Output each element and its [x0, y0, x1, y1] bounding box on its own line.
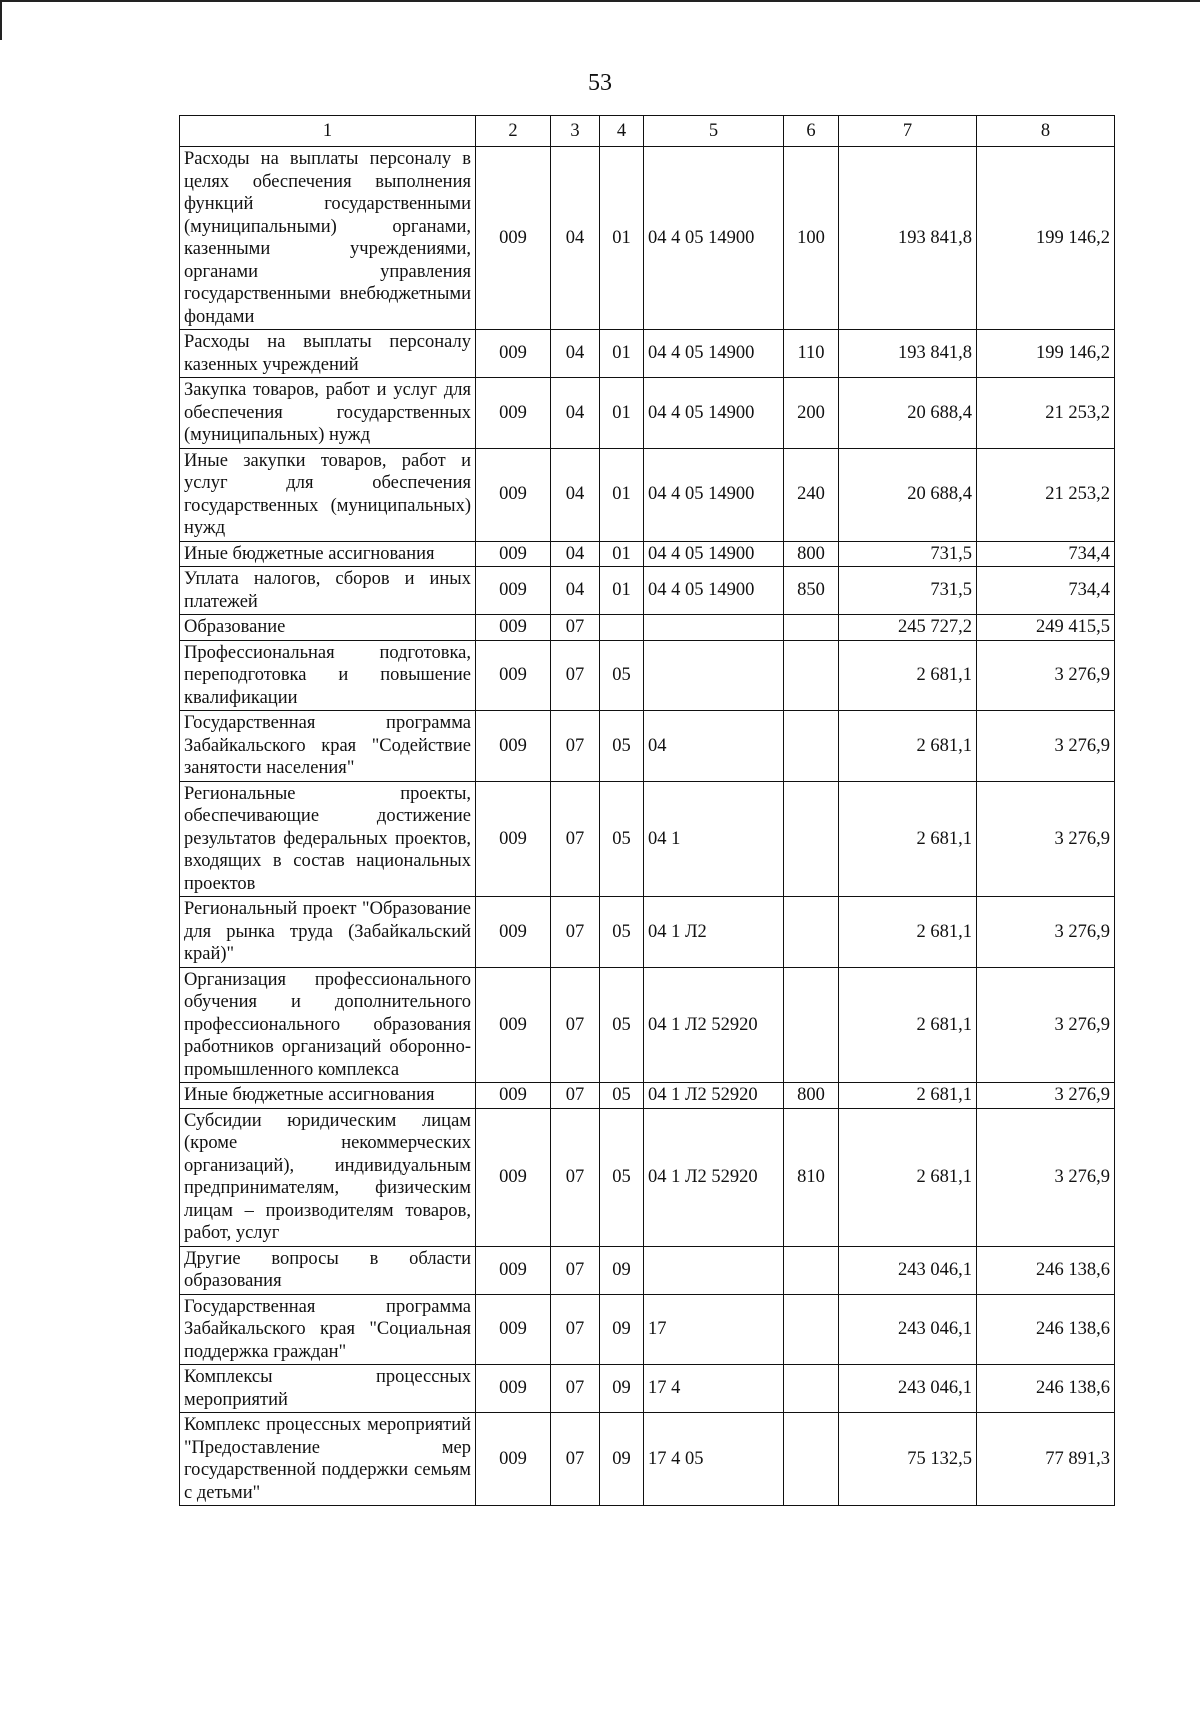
table-row — [180, 448, 1115, 541]
target-article-cell: 04 4 05 14900 — [644, 378, 784, 449]
expense-name-cell: Субсидии юридическим лицам (кроме некоммерческих организаций), индивидуальным предпринимателям, физическим лицам – производителям товаров, работ, услуг — [180, 1108, 476, 1246]
amount-year1-cell: 731,5 — [839, 541, 977, 567]
table-row — [180, 147, 1115, 330]
subsection-code-cell: 09 — [600, 1294, 644, 1365]
header-cell: 7 — [839, 116, 977, 147]
section-code-cell: 04 — [551, 378, 600, 449]
admin-code-cell: 009 — [476, 1246, 551, 1294]
expense-name-cell: Образование — [180, 615, 476, 641]
header-cell: 3 — [551, 116, 600, 147]
section-code-cell: 07 — [551, 615, 600, 641]
amount-year2-cell: 3 276,9 — [977, 1083, 1115, 1109]
amount-year1-cell: 2 681,1 — [839, 640, 977, 711]
amount-year1-cell: 731,5 — [839, 567, 977, 615]
target-article-cell: 04 1 Л2 52920 — [644, 1083, 784, 1109]
amount-year1-cell: 2 681,1 — [839, 781, 977, 897]
expense-type-cell — [784, 640, 839, 711]
expense-type-cell — [784, 1246, 839, 1294]
admin-code-cell: 009 — [476, 330, 551, 378]
table-row — [180, 1083, 1115, 1109]
expense-type-cell — [784, 615, 839, 641]
table-row — [180, 1108, 1115, 1246]
amount-year1-cell: 2 681,1 — [839, 897, 977, 968]
expense-type-cell: 100 — [784, 147, 839, 330]
subsection-code-cell: 01 — [600, 567, 644, 615]
page-number: 53 — [588, 70, 612, 96]
amount-year2-cell: 3 276,9 — [977, 640, 1115, 711]
amount-year2-cell: 246 138,6 — [977, 1246, 1115, 1294]
amount-year2-cell: 199 146,2 — [977, 330, 1115, 378]
expense-name-cell: Организация профессионального обучения и дополнительного профессионального образования работников организаций оборонно-промышленного комплекса — [180, 967, 476, 1083]
expense-type-cell — [784, 781, 839, 897]
amount-year1-cell: 2 681,1 — [839, 1108, 977, 1246]
amount-year2-cell: 21 253,2 — [977, 448, 1115, 541]
expense-type-cell: 850 — [784, 567, 839, 615]
subsection-code-cell: 09 — [600, 1365, 644, 1413]
target-article-cell: 04 1 Л2 — [644, 897, 784, 968]
amount-year2-cell: 3 276,9 — [977, 967, 1115, 1083]
expense-name-cell: Региональные проекты, обеспечивающие достижение результатов федеральных проектов, входящих в состав национальных проектов — [180, 781, 476, 897]
amount-year2-cell: 3 276,9 — [977, 1108, 1115, 1246]
amount-year1-cell: 2 681,1 — [839, 711, 977, 782]
amount-year1-cell: 243 046,1 — [839, 1365, 977, 1413]
subsection-code-cell: 01 — [600, 147, 644, 330]
amount-year1-cell: 243 046,1 — [839, 1294, 977, 1365]
header-cell: 4 — [600, 116, 644, 147]
table-row — [180, 378, 1115, 449]
expense-name-cell: Государственная программа Забайкальского края "Социальная поддержка граждан" — [180, 1294, 476, 1365]
section-code-cell: 04 — [551, 541, 600, 567]
admin-code-cell: 009 — [476, 541, 551, 567]
amount-year2-cell: 734,4 — [977, 541, 1115, 567]
admin-code-cell: 009 — [476, 967, 551, 1083]
target-article-cell: 17 — [644, 1294, 784, 1365]
section-code-cell: 07 — [551, 1083, 600, 1109]
section-code-cell: 04 — [551, 147, 600, 330]
amount-year2-cell: 246 138,6 — [977, 1294, 1115, 1365]
table-row — [180, 330, 1115, 378]
amount-year2-cell: 77 891,3 — [977, 1413, 1115, 1506]
subsection-code-cell: 05 — [600, 711, 644, 782]
expense-name-cell: Комплекс процессных мероприятий "Предоставление мер государственной поддержки семьям с детьми" — [180, 1413, 476, 1506]
target-article-cell: 04 1 Л2 52920 — [644, 967, 784, 1083]
section-code-cell: 04 — [551, 567, 600, 615]
amount-year2-cell: 3 276,9 — [977, 781, 1115, 897]
expense-type-cell: 800 — [784, 1083, 839, 1109]
section-code-cell: 07 — [551, 1365, 600, 1413]
table-row — [180, 640, 1115, 711]
table-row — [180, 967, 1115, 1083]
target-article-cell: 04 4 05 14900 — [644, 147, 784, 330]
amount-year1-cell: 75 132,5 — [839, 1413, 977, 1506]
amount-year2-cell: 199 146,2 — [977, 147, 1115, 330]
amount-year2-cell: 3 276,9 — [977, 897, 1115, 968]
subsection-code-cell: 05 — [600, 781, 644, 897]
section-code-cell: 07 — [551, 1413, 600, 1506]
target-article-cell — [644, 1246, 784, 1294]
target-article-cell: 04 4 05 14900 — [644, 330, 784, 378]
admin-code-cell: 009 — [476, 897, 551, 968]
target-article-cell: 04 1 Л2 52920 — [644, 1108, 784, 1246]
expense-type-cell — [784, 1413, 839, 1506]
subsection-code-cell: 01 — [600, 378, 644, 449]
section-code-cell: 04 — [551, 330, 600, 378]
target-article-cell: 17 4 — [644, 1365, 784, 1413]
section-code-cell: 07 — [551, 1246, 600, 1294]
scan-edge-left — [0, 0, 2, 40]
table-row — [180, 781, 1115, 897]
amount-year1-cell: 2 681,1 — [839, 967, 977, 1083]
section-code-cell: 07 — [551, 897, 600, 968]
amount-year1-cell: 20 688,4 — [839, 448, 977, 541]
amount-year2-cell: 249 415,5 — [977, 615, 1115, 641]
section-code-cell: 07 — [551, 640, 600, 711]
target-article-cell: 04 4 05 14900 — [644, 567, 784, 615]
table-row — [180, 1294, 1115, 1365]
expense-name-cell: Закупка товаров, работ и услуг для обеспечения государственных (муниципальных) нужд — [180, 378, 476, 449]
admin-code-cell: 009 — [476, 378, 551, 449]
expense-type-cell: 240 — [784, 448, 839, 541]
expense-name-cell: Региональный проект "Образование для рынка труда (Забайкальский край)" — [180, 897, 476, 968]
admin-code-cell: 009 — [476, 567, 551, 615]
expense-type-cell — [784, 1365, 839, 1413]
header-cell: 8 — [977, 116, 1115, 147]
amount-year2-cell: 21 253,2 — [977, 378, 1115, 449]
expense-name-cell: Расходы на выплаты персоналу казенных учреждений — [180, 330, 476, 378]
expense-name-cell: Профессиональная подготовка, переподготовка и повышение квалификации — [180, 640, 476, 711]
target-article-cell: 04 4 05 14900 — [644, 448, 784, 541]
section-code-cell: 07 — [551, 781, 600, 897]
expense-type-cell: 110 — [784, 330, 839, 378]
expense-type-cell: 200 — [784, 378, 839, 449]
section-code-cell: 07 — [551, 967, 600, 1083]
admin-code-cell: 009 — [476, 711, 551, 782]
amount-year2-cell: 3 276,9 — [977, 711, 1115, 782]
table-row — [180, 897, 1115, 968]
section-code-cell: 07 — [551, 1294, 600, 1365]
admin-code-cell: 009 — [476, 448, 551, 541]
expense-name-cell: Государственная программа Забайкальского края "Содействие занятости населения" — [180, 711, 476, 782]
header-row — [180, 116, 1115, 147]
table-row — [180, 567, 1115, 615]
target-article-cell — [644, 615, 784, 641]
subsection-code-cell: 01 — [600, 448, 644, 541]
admin-code-cell: 009 — [476, 1294, 551, 1365]
subsection-code-cell: 09 — [600, 1246, 644, 1294]
admin-code-cell: 009 — [476, 1083, 551, 1109]
subsection-code-cell: 01 — [600, 330, 644, 378]
section-code-cell: 04 — [551, 448, 600, 541]
admin-code-cell: 009 — [476, 781, 551, 897]
expense-name-cell: Комплексы процессных мероприятий — [180, 1365, 476, 1413]
table-row — [180, 541, 1115, 567]
table-row — [180, 1413, 1115, 1506]
subsection-code-cell: 05 — [600, 897, 644, 968]
table-body — [180, 116, 1115, 1506]
section-code-cell: 07 — [551, 711, 600, 782]
amount-year1-cell: 20 688,4 — [839, 378, 977, 449]
expense-type-cell — [784, 711, 839, 782]
table-row — [180, 711, 1115, 782]
amount-year1-cell: 245 727,2 — [839, 615, 977, 641]
expense-type-cell: 810 — [784, 1108, 839, 1246]
subsection-code-cell: 01 — [600, 541, 644, 567]
amount-year2-cell: 246 138,6 — [977, 1365, 1115, 1413]
expense-name-cell: Расходы на выплаты персоналу в целях обеспечения выполнения функций государственными (муниципальными) органами, казенными учреждениями, органами управления государственными внебюджетными фондами — [180, 147, 476, 330]
header-cell: 5 — [644, 116, 784, 147]
header-cell: 6 — [784, 116, 839, 147]
header-cell: 1 — [180, 116, 476, 147]
amount-year1-cell: 2 681,1 — [839, 1083, 977, 1109]
target-article-cell: 04 — [644, 711, 784, 782]
target-article-cell — [644, 640, 784, 711]
admin-code-cell: 009 — [476, 615, 551, 641]
table-row — [180, 1365, 1115, 1413]
amount-year1-cell: 243 046,1 — [839, 1246, 977, 1294]
table-row — [180, 1246, 1115, 1294]
expense-name-cell: Другие вопросы в области образования — [180, 1246, 476, 1294]
target-article-cell: 17 4 05 — [644, 1413, 784, 1506]
amount-year2-cell: 734,4 — [977, 567, 1115, 615]
admin-code-cell: 009 — [476, 1365, 551, 1413]
admin-code-cell: 009 — [476, 1108, 551, 1246]
subsection-code-cell: 05 — [600, 640, 644, 711]
expense-type-cell — [784, 897, 839, 968]
subsection-code-cell: 05 — [600, 1108, 644, 1246]
expense-type-cell — [784, 967, 839, 1083]
amount-year1-cell: 193 841,8 — [839, 330, 977, 378]
target-article-cell: 04 1 — [644, 781, 784, 897]
target-article-cell: 04 4 05 14900 — [644, 541, 784, 567]
admin-code-cell: 009 — [476, 147, 551, 330]
expense-type-cell: 800 — [784, 541, 839, 567]
expense-type-cell — [784, 1294, 839, 1365]
budget-table — [179, 115, 1115, 1506]
admin-code-cell: 009 — [476, 640, 551, 711]
expense-name-cell: Уплата налогов, сборов и иных платежей — [180, 567, 476, 615]
expense-name-cell: Иные бюджетные ассигнования — [180, 1083, 476, 1109]
subsection-code-cell — [600, 615, 644, 641]
expense-name-cell: Иные закупки товаров, работ и услуг для обеспечения государственных (муниципальных) нужд — [180, 448, 476, 541]
subsection-code-cell: 05 — [600, 967, 644, 1083]
admin-code-cell: 009 — [476, 1413, 551, 1506]
section-code-cell: 07 — [551, 1108, 600, 1246]
subsection-code-cell: 09 — [600, 1413, 644, 1506]
scan-edge-top — [0, 0, 1200, 7]
header-cell: 2 — [476, 116, 551, 147]
subsection-code-cell: 05 — [600, 1083, 644, 1109]
table-row — [180, 615, 1115, 641]
expense-name-cell: Иные бюджетные ассигнования — [180, 541, 476, 567]
amount-year1-cell: 193 841,8 — [839, 147, 977, 330]
